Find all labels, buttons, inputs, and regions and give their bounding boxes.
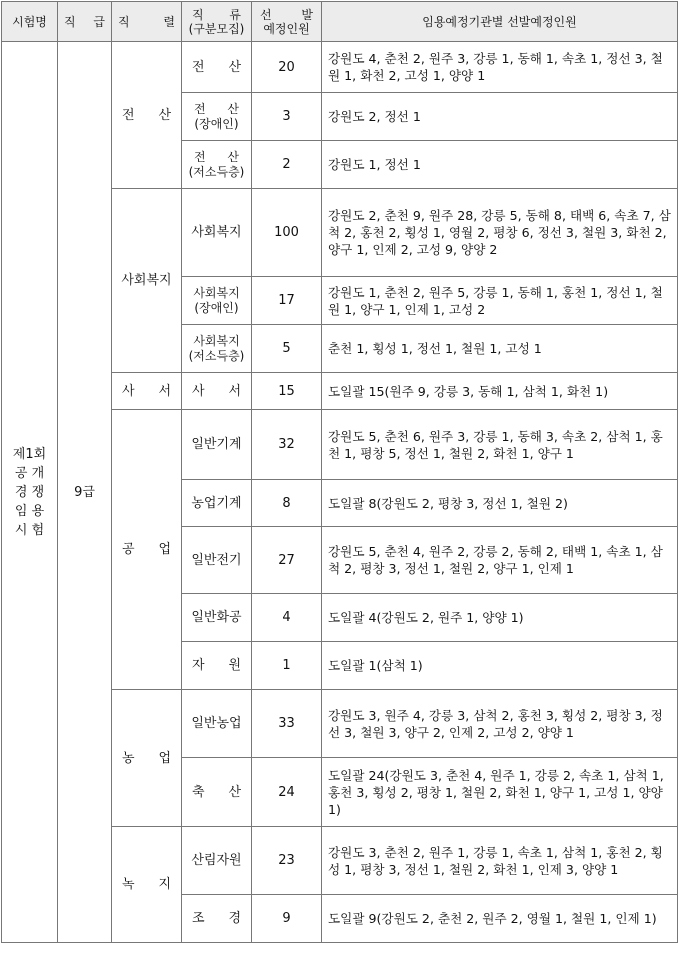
category-cell: 사 서 bbox=[182, 373, 252, 410]
agencies-cell: 강원도 4, 춘천 2, 원주 3, 강릉 1, 동해 1, 속초 1, 정선 3, 철원 1, 화천 2, 고성 1, 양양 1 bbox=[322, 42, 678, 93]
category-cell: 축 산 bbox=[182, 758, 252, 827]
category-line: (장애인) bbox=[194, 116, 239, 131]
count-cell: 23 bbox=[252, 827, 322, 895]
series-cell: 녹 지 bbox=[112, 827, 182, 943]
exam-name-cell bbox=[2, 42, 58, 943]
category-cell: 자 원 bbox=[182, 642, 252, 690]
agencies-cell: 도일괄 8(강원도 2, 평창 3, 정선 1, 철원 2) bbox=[322, 480, 678, 527]
category-line: 전 산 bbox=[194, 101, 239, 116]
category-line: 전 산 bbox=[194, 149, 239, 164]
series-cell: 사 서 bbox=[112, 373, 182, 410]
count-cell: 5 bbox=[252, 325, 322, 373]
header-category-line2: (구분모집) bbox=[188, 21, 245, 36]
agencies-cell: 춘천 1, 횡성 1, 정선 1, 철원 1, 고성 1 bbox=[322, 325, 678, 373]
grade-cell: 9급 bbox=[58, 42, 112, 943]
category-cell: 산림자원 bbox=[182, 827, 252, 895]
header-agencies: 임용예정기관별 선발예정인원 bbox=[322, 2, 678, 42]
exam-line: 시 험 bbox=[14, 522, 45, 538]
header-exam-name: 시험명 bbox=[2, 2, 58, 42]
category-cell: 사회복지 bbox=[182, 189, 252, 277]
series-cell: 사회복지 bbox=[112, 189, 182, 373]
category-cell: 일반화공 bbox=[182, 594, 252, 642]
count-cell: 20 bbox=[252, 42, 322, 93]
category-cell bbox=[182, 277, 252, 325]
count-cell: 24 bbox=[252, 758, 322, 827]
category-cell: 전 산 bbox=[182, 42, 252, 93]
exam-line: 경 쟁 bbox=[14, 484, 45, 500]
category-line: (장애인) bbox=[194, 300, 239, 315]
count-cell: 1 bbox=[252, 642, 322, 690]
header-planned-line1: 선 발 bbox=[260, 7, 313, 22]
count-cell: 3 bbox=[252, 93, 322, 141]
count-cell: 8 bbox=[252, 480, 322, 527]
agencies-cell: 도일괄 1(삼척 1) bbox=[322, 642, 678, 690]
category-cell bbox=[182, 93, 252, 141]
agencies-cell: 강원도 1, 정선 1 bbox=[322, 141, 678, 189]
series-cell: 농 업 bbox=[112, 690, 182, 827]
header-planned-line2: 예정인원 bbox=[263, 21, 310, 36]
agencies-cell: 강원도 5, 춘천 6, 원주 3, 강릉 1, 동해 3, 속초 2, 삼척 1, 홍천 1, 평창 5, 정선 1, 철원 2, 화천 1, 양구 1 bbox=[322, 410, 678, 480]
agencies-cell: 도일괄 15(원주 9, 강릉 3, 동해 1, 삼척 1, 화천 1) bbox=[322, 373, 678, 410]
count-cell: 4 bbox=[252, 594, 322, 642]
count-cell: 33 bbox=[252, 690, 322, 758]
exam-line: 임 용 bbox=[14, 503, 45, 519]
category-cell: 조 경 bbox=[182, 895, 252, 943]
agencies-cell: 도일괄 4(강원도 2, 원주 1, 양양 1) bbox=[322, 594, 678, 642]
category-cell bbox=[182, 325, 252, 373]
recruitment-table bbox=[1, 1, 678, 943]
exam-line: 공 개 bbox=[14, 465, 45, 481]
series-cell: 공 업 bbox=[112, 410, 182, 690]
category-cell: 농업기계 bbox=[182, 480, 252, 527]
count-cell: 32 bbox=[252, 410, 322, 480]
count-cell: 2 bbox=[252, 141, 322, 189]
count-cell: 17 bbox=[252, 277, 322, 325]
category-line: (저소득층) bbox=[188, 348, 245, 363]
category-line: 사회복지 bbox=[193, 333, 240, 348]
header-category bbox=[182, 2, 252, 42]
agencies-cell: 강원도 2, 정선 1 bbox=[322, 93, 678, 141]
count-cell: 15 bbox=[252, 373, 322, 410]
agencies-cell: 강원도 5, 춘천 4, 원주 2, 강릉 2, 동해 2, 태백 1, 속초 1, 삼척 2, 평창 3, 정선 1, 철원 2, 양구 1, 인제 1 bbox=[322, 527, 678, 594]
agencies-cell: 강원도 2, 춘천 9, 원주 28, 강릉 5, 동해 8, 태백 6, 속초 7, 삼척 2, 홍천 2, 횡성 1, 영월 2, 평창 6, 정선 3, 철원 3, 화천 2, 양구 1, 인제 2, 고성 9, 양양 2 bbox=[322, 189, 678, 277]
agencies-cell: 강원도 3, 원주 4, 강릉 3, 삼척 2, 홍천 3, 횡성 2, 평창 3, 정선 3, 철원 3, 양구 2, 인제 2, 고성 2, 양양 1 bbox=[322, 690, 678, 758]
category-line: (저소득층) bbox=[188, 164, 245, 179]
header-category-line1: 직 류 bbox=[192, 7, 241, 22]
header-grade: 직 급 bbox=[58, 2, 112, 42]
category-line: 사회복지 bbox=[193, 285, 240, 300]
category-cell bbox=[182, 141, 252, 189]
header-planned bbox=[252, 2, 322, 42]
agencies-cell: 도일괄 24(강원도 3, 춘천 4, 원주 1, 강릉 2, 속초 1, 삼척 1, 홍천 3, 횡성 2, 평창 1, 철원 2, 화천 1, 양구 1, 고성 1, 양양 1) bbox=[322, 758, 678, 827]
count-cell: 100 bbox=[252, 189, 322, 277]
header-row bbox=[2, 2, 678, 42]
count-cell: 27 bbox=[252, 527, 322, 594]
agencies-cell: 강원도 3, 춘천 2, 원주 1, 강릉 1, 속초 1, 삼척 1, 홍천 2, 횡성 1, 평창 3, 정선 1, 철원 2, 화천 1, 인제 3, 양양 1 bbox=[322, 827, 678, 895]
agencies-cell: 강원도 1, 춘천 2, 원주 5, 강릉 1, 동해 1, 홍천 1, 정선 1, 철원 1, 양구 1, 인제 1, 고성 2 bbox=[322, 277, 678, 325]
count-cell: 9 bbox=[252, 895, 322, 943]
category-cell: 일반기계 bbox=[182, 410, 252, 480]
header-series: 직 렬 bbox=[112, 2, 182, 42]
category-cell: 일반농업 bbox=[182, 690, 252, 758]
exam-line: 제1회 bbox=[12, 446, 47, 462]
agencies-cell: 도일괄 9(강원도 2, 춘천 2, 원주 2, 영월 1, 철원 1, 인제 1) bbox=[322, 895, 678, 943]
table-row bbox=[2, 42, 678, 93]
series-cell: 전 산 bbox=[112, 42, 182, 189]
category-cell: 일반전기 bbox=[182, 527, 252, 594]
